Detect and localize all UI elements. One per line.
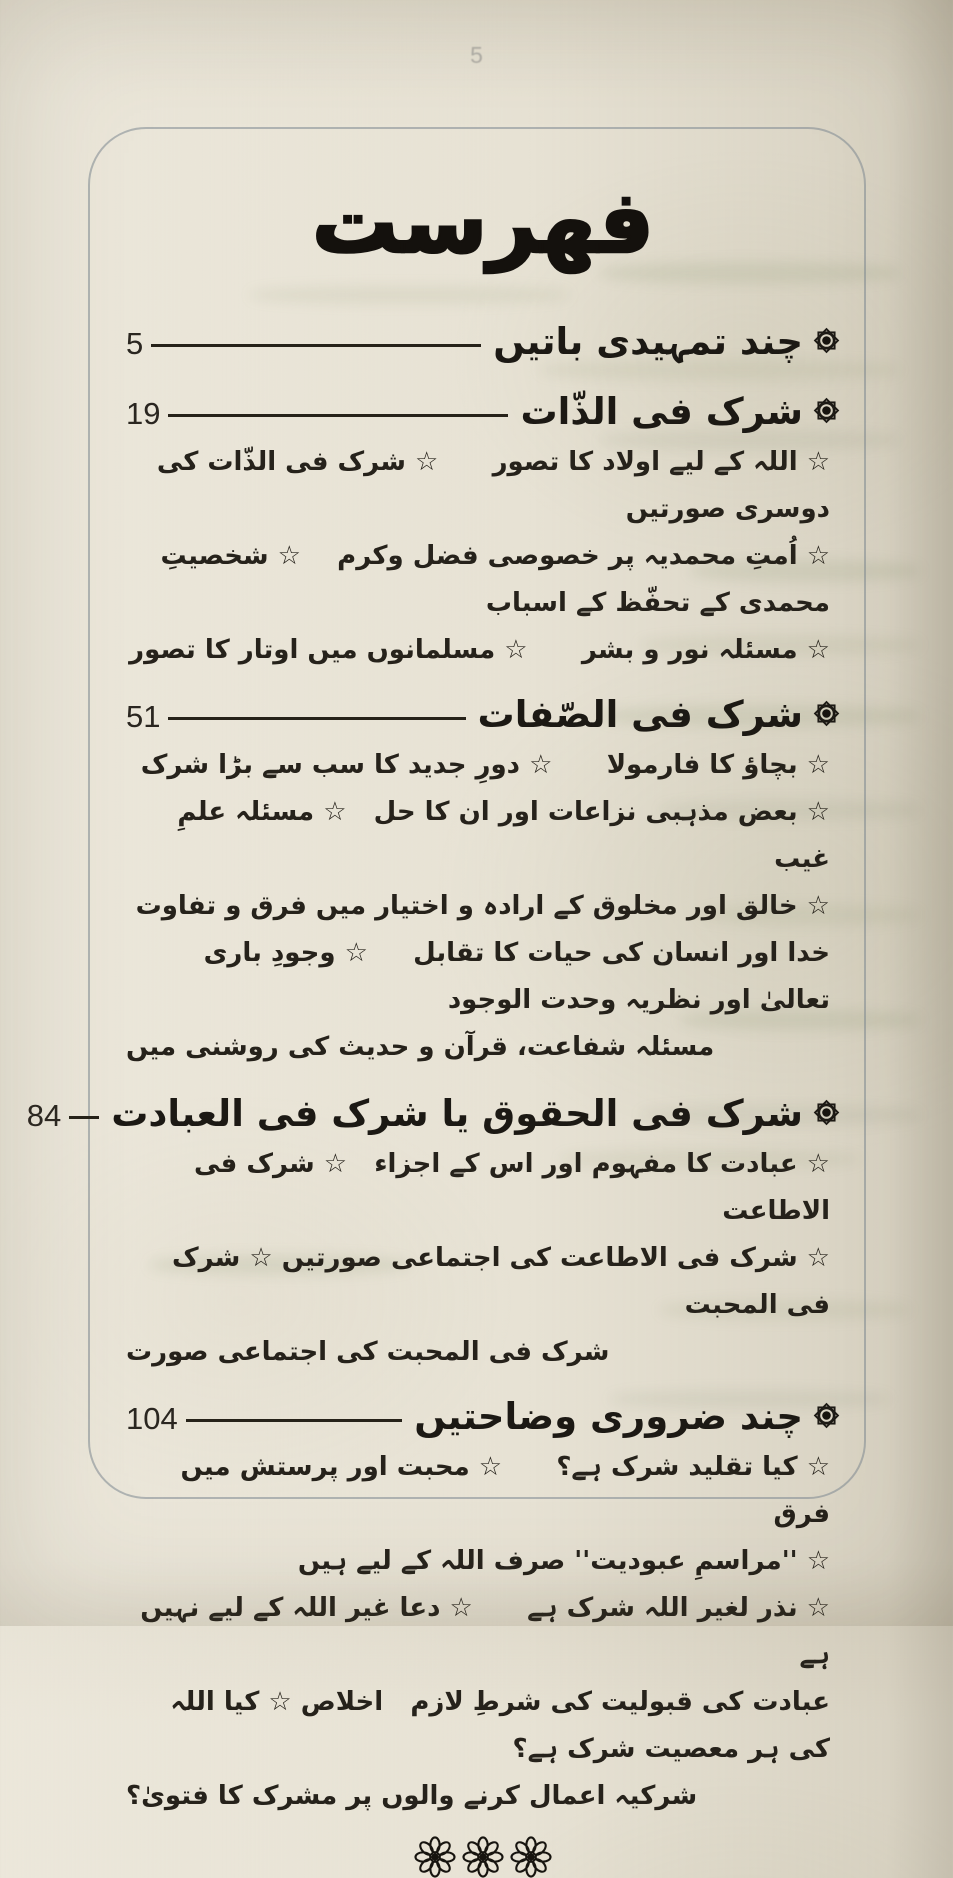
toc-subentries	[126, 1139, 840, 1376]
toc-subentries	[126, 1442, 840, 1820]
leader-line	[186, 1419, 403, 1422]
toc-subentries	[126, 740, 840, 1071]
toc-subentries	[126, 437, 840, 674]
toc-chapter-page-number: 19	[126, 396, 161, 431]
toc-chapter-row	[126, 317, 840, 367]
rub-el-hizb-medallion-icon	[813, 1099, 840, 1130]
toc-subentry: خدا اور انسان کی حیات کا تقابل ☆ وجودِ باری تعالیٰ اور نظریہ وحدت الوجود	[194, 938, 830, 1015]
footer-ornaments	[126, 1836, 840, 1878]
toc-chapter-title: چند تمہیدی باتیں	[493, 320, 803, 363]
toc-chapter	[126, 317, 840, 367]
leader-line	[168, 414, 508, 417]
rub-el-hizb-medallion-icon	[813, 397, 840, 428]
toc-chapter-page-number: 5	[126, 326, 144, 361]
toc-subentry: ☆ ''مراسمِ عبودیت'' صرف اللہ کے لیے ہیں	[297, 1546, 830, 1576]
toc-chapter-row	[126, 387, 840, 437]
toc-chapter-page-number: 51	[126, 699, 161, 734]
table-of-contents	[26, 317, 840, 1820]
toc-chapter	[126, 387, 840, 674]
rub-el-hizb-medallion-icon	[813, 327, 840, 358]
page-border-frame	[26, 127, 866, 1811]
rub-el-hizb-medallion-icon	[813, 1402, 840, 1433]
toc-chapter	[126, 1392, 840, 1820]
toc-chapter-page-number: 104	[126, 1401, 178, 1436]
leader-line	[151, 344, 481, 347]
toc-subentry: مسئلہ شفاعت، قرآن و حدیث کی روشنی میں	[126, 1032, 715, 1062]
toc-chapter-row	[126, 1392, 840, 1442]
toc-subentry: ☆ نذر لغیر اللہ شرک ہے ☆ دعا غیر اللہ کے لیے نہیں ہے	[131, 1593, 830, 1670]
toc-subentry: ☆ شرک فی الاطاعت کی اجتماعی صورتیں ☆ شرک فی المحبت	[162, 1243, 830, 1320]
rub-el-hizb-medallion-icon	[813, 700, 840, 731]
toc-subentry: ☆ مسئلہ نور و بشر ☆ مسلمانوں میں اوتار کا تصور	[129, 635, 830, 665]
toc-chapter	[26, 1089, 840, 1376]
toc-subentry: ☆ بچاؤ کا فارمولا ☆ دورِ جدید کا سب سے بڑا شرک	[140, 750, 830, 780]
toc-subentry: شرکیہ اعمال کرنے والوں پر مشرک کا فتویٰ؟	[126, 1781, 698, 1811]
toc-chapter-title: شرک فی الذّات	[520, 390, 803, 433]
toc-subentry: ☆ عبادت کا مفہوم اور اس کے اجزاء ☆ شرک فی الاطاعت	[184, 1149, 830, 1226]
toc-chapter-row	[126, 690, 840, 740]
toc-subentry: ☆ کیا تقلید شرک ہے؟ ☆ محبت اور پرستش میں فرق	[171, 1452, 830, 1529]
toc-chapter-title: چند ضروری وضاحتیں	[414, 1395, 803, 1438]
leader-line	[69, 1116, 99, 1119]
toc-chapter-page-number: 84	[26, 1098, 62, 1133]
page-title: فهرست	[311, 173, 655, 273]
toc-subentry: ☆ بعض مذہبی نزاعات اور ان کا حل ☆ مسئلہ علمِ غیب	[168, 797, 830, 874]
toc-chapter-row	[26, 1089, 840, 1139]
flower-rosette-icon	[510, 1836, 552, 1878]
flower-rosette-icon	[414, 1836, 456, 1878]
faint-top-page-number: 5	[470, 42, 483, 68]
toc-subentry: شرک فی المحبت کی اجتماعی صورت	[126, 1337, 610, 1367]
toc-subentry: ☆ اُمتِ محمدیہ پر خصوصی فضل وکرم ☆ شخصیتِ محمدی کے تحفّظ کے اسباب	[151, 541, 830, 618]
toc-subentry: عبادت کی قبولیت کی شرطِ لازم اخلاص ☆ کیا اللہ کی ہر معصیت شرک ہے؟	[161, 1687, 830, 1764]
toc-subentry: ☆ اللہ کے لیے اولاد کا تصور ☆ شرک فی الذّات کی دوسری صورتیں	[147, 447, 830, 524]
leader-line	[168, 717, 465, 720]
toc-chapter-title: شرک فی الحقوق یا شرک فی العبادت	[111, 1092, 803, 1135]
toc-chapter	[126, 690, 840, 1071]
toc-chapter-title: شرک فی الصّفات	[477, 693, 803, 736]
toc-subentry: ☆ خالق اور مخلوق کے ارادہ و اختیار میں فرق و تفاوت	[135, 891, 830, 921]
flower-rosette-icon	[462, 1836, 504, 1878]
